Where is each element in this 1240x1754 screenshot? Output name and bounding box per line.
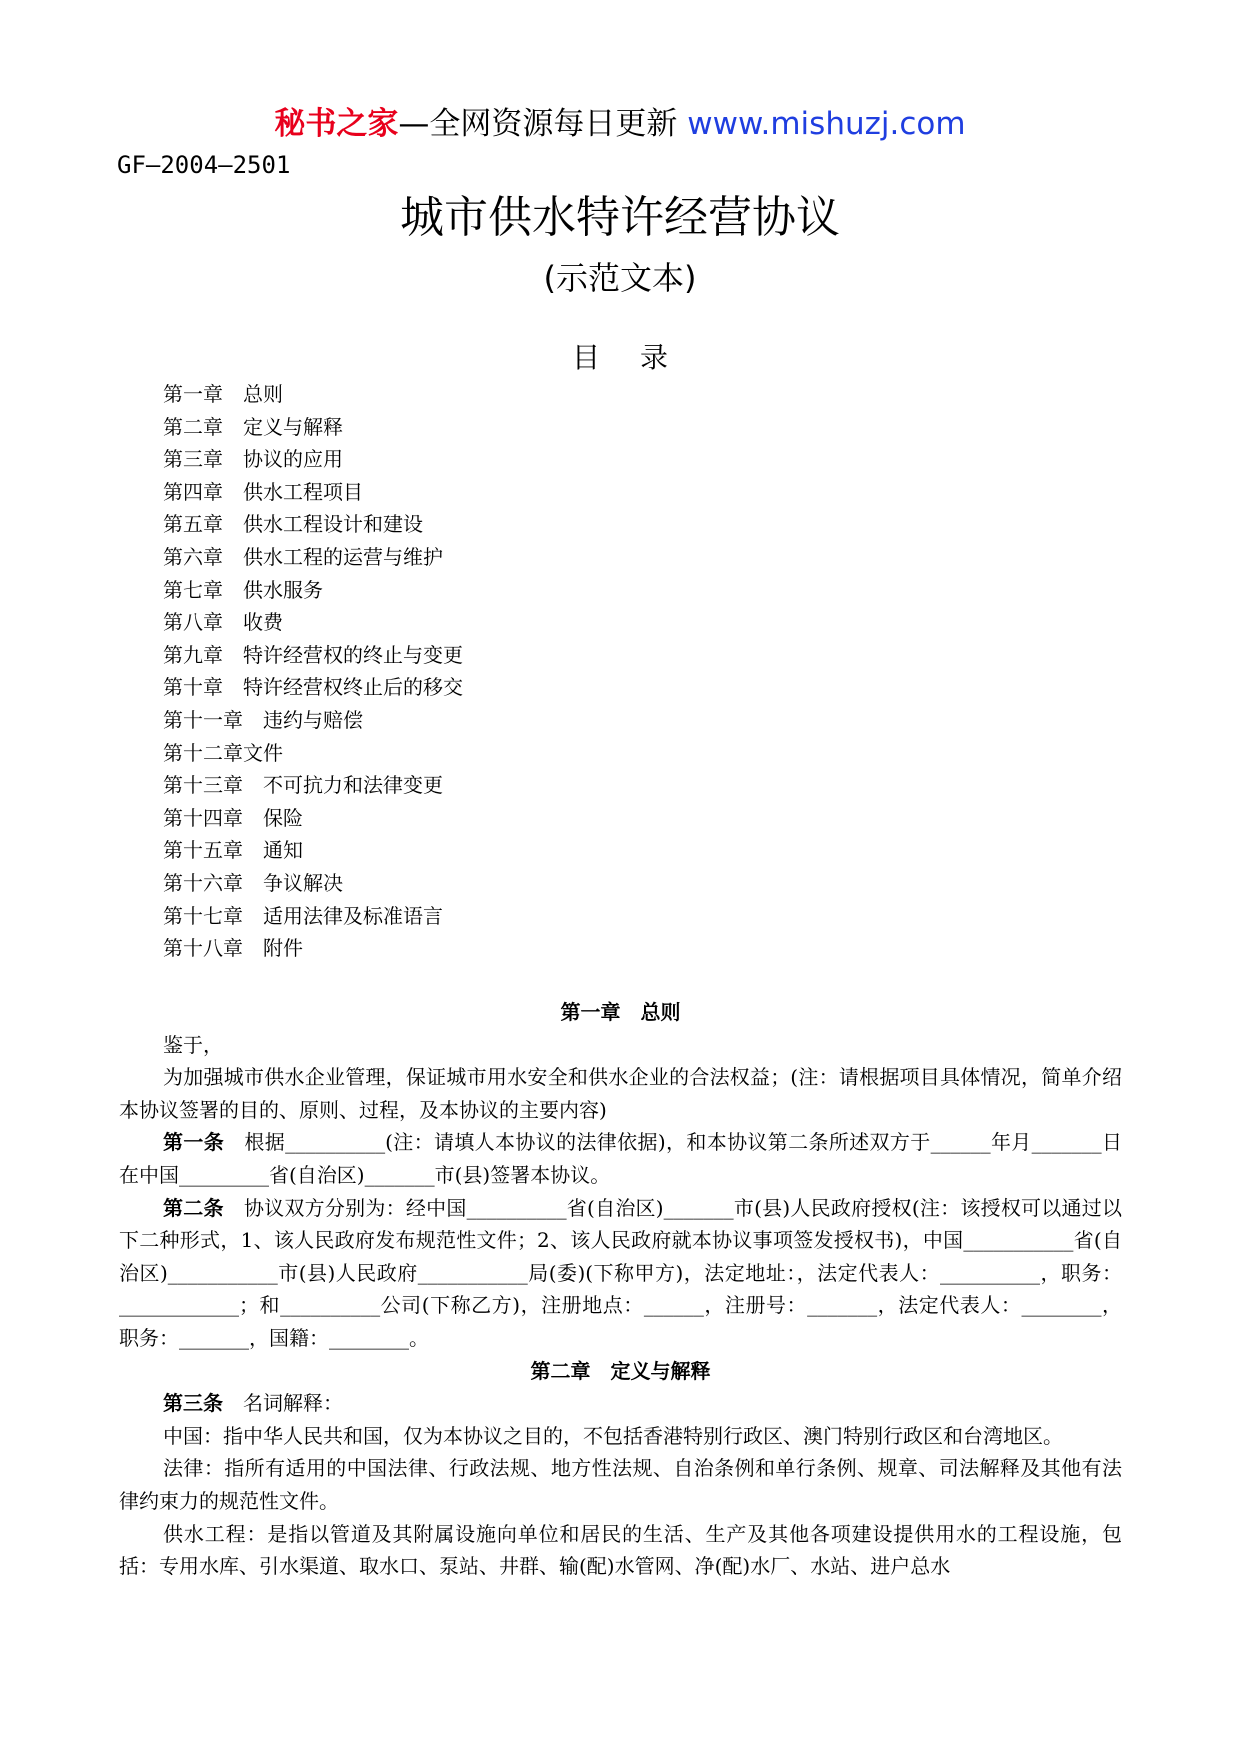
toc-item-separator: [223, 578, 243, 602]
toc-item-label: 供水服务: [243, 577, 323, 602]
toc-item-number: 第十五章: [163, 838, 243, 863]
article-1: [119, 1126, 1122, 1191]
toc-item-number: 第十四章: [163, 805, 243, 830]
toc-item-number: 第十三章: [163, 773, 243, 798]
toc-item-number: 第十七章: [163, 903, 243, 928]
toc-item-separator: [243, 773, 263, 797]
toc-item-number: 第三章: [163, 447, 223, 472]
toc-item: [163, 900, 463, 933]
chapter-2-heading: 第二章 定义与解释: [530, 1358, 711, 1383]
document-body: [119, 996, 1122, 1583]
toc-item: [163, 508, 463, 541]
toc-item: [163, 606, 463, 639]
toc-item-number: 第十一章: [163, 707, 243, 732]
toc-item: [163, 704, 463, 737]
toc-item-number: 第十二章: [163, 740, 243, 765]
toc-item: [163, 476, 463, 509]
toc-item-separator: [243, 806, 263, 830]
toc-item-separator: [223, 447, 243, 471]
toc-item-label: 争议解决: [263, 870, 343, 895]
toc-item-number: 第一章: [163, 382, 223, 406]
toc-item-separator: [223, 382, 243, 406]
article-2-text: 协议双方分别为：经中国__________省(自治区)_______市(县)人民政府授权(注：该授权可以通过以下二种形式，1、该人民政府发布规范性文件；2、该人民政府就本协议事项签发授权书)，中国___________省(自治区)___________市(县)人民政府___________局(委)(下称甲方)，法定地址：，法定代表人：__________，职务：____________；和__________公司(下称乙方)，注册地点：______，注册号：_______，法定代表人：________，职务：_______，国籍：________。: [119, 1195, 1123, 1350]
article-2: [119, 1192, 1122, 1355]
definition-law: 法律：指所有适用的中国法律、行政法规、地方性法规、自治条例和单行条例、规章、司法解释及其他有法律约束力的规范性文件。: [119, 1456, 1122, 1513]
document-subtitle: (示范文本): [543, 259, 697, 297]
toc-item: [163, 769, 463, 802]
document-code: GF—2004—2501: [117, 151, 291, 179]
toc-item-number: 第十八章: [163, 936, 243, 961]
toc-item-number: 第二章: [163, 414, 223, 439]
toc-item-label: 不可抗力和法律变更: [263, 773, 443, 798]
toc-item-label: 定义与解释: [243, 414, 343, 439]
toc-item-number: 第五章: [163, 512, 223, 537]
toc-item-label: 文件: [243, 740, 283, 765]
toc-item: [163, 834, 463, 867]
toc-item: [163, 378, 463, 411]
banner-slogan: —全网资源每日更新: [398, 106, 688, 142]
toc-item-separator: [243, 708, 263, 732]
whereas-clause: 鉴于，: [163, 1032, 223, 1057]
toc-item-label: 特许经营权的终止与变更: [243, 642, 463, 667]
table-of-contents: [163, 378, 463, 965]
toc-item-label: 收费: [243, 610, 283, 635]
toc-item-label: 供水工程设计和建设: [243, 512, 423, 537]
document-title: 城市供水特许经营协议: [400, 192, 840, 243]
banner-brand: 秘书之家: [274, 106, 399, 142]
toc-item: [163, 574, 463, 607]
toc-item-label: 通知: [263, 838, 303, 863]
toc-item-label: 适用法律及标准语言: [263, 903, 443, 928]
toc-item: [163, 443, 463, 476]
toc-item: [163, 867, 463, 900]
toc-item-separator: [223, 512, 243, 536]
toc-item-number: 第七章: [163, 577, 223, 602]
toc-item-separator: [243, 936, 263, 960]
toc-item: [163, 541, 463, 574]
toc-item-separator: [223, 610, 243, 634]
toc-heading: 目录: [571, 341, 708, 374]
article-3: [119, 1387, 1122, 1420]
toc-item-number: 第十六章: [163, 870, 243, 895]
toc-item: [163, 932, 463, 965]
toc-item-separator: [223, 675, 243, 699]
article-3-text: 名词解释：: [223, 1391, 343, 1416]
toc-item: [163, 411, 463, 444]
toc-item-label: 供水工程的运营与维护: [243, 544, 443, 569]
site-banner: [0, 104, 1240, 144]
toc-item-label: 保险: [263, 805, 303, 830]
definition-china: 中国：指中华人民共和国，仅为本协议之目的，不包括香港特别行政区、澳门特别行政区和台湾地区。: [163, 1423, 1063, 1448]
definition-water-works: 供水工程：是指以管道及其附属设施向单位和居民的生活、生产及其他各项建设提供用水的工程设施，包括：专用水库、引水渠道、取水口、泵站、井群、输(配)水管网、净(配)水厂、水站、进户总水: [119, 1521, 1122, 1579]
toc-item-number: 第十章: [163, 675, 223, 700]
toc-item-separator: [243, 871, 263, 895]
purpose-paragraph: 为加强城市供水企业管理，保证城市用水安全和供水企业的合法权益；(注：请根据项目具体情况，简单介绍本协议签署的目的、原则、过程，及本协议的主要内容): [119, 1065, 1122, 1122]
toc-item: [163, 671, 463, 704]
banner-url-link[interactable]: www.mishuzj.com: [687, 106, 966, 142]
toc-item-number: 第六章: [163, 544, 223, 569]
toc-item: [163, 737, 463, 770]
article-1-label: 第一条: [163, 1130, 225, 1155]
toc-item-label: 违约与赔偿: [263, 707, 363, 732]
toc-item: [163, 802, 463, 835]
toc-item-number: 第四章: [163, 479, 223, 504]
toc-item-separator: [223, 415, 243, 439]
toc-item: [163, 639, 463, 672]
toc-item-label: 特许经营权终止后的移交: [243, 675, 463, 700]
article-3-label: 第三条: [163, 1391, 223, 1416]
toc-item-label: 供水工程项目: [243, 479, 363, 504]
toc-item-number: 第八章: [163, 610, 223, 635]
toc-item-separator: [243, 838, 263, 862]
article-2-label: 第二条: [163, 1195, 224, 1220]
toc-item-separator: [243, 904, 263, 928]
toc-item-separator: [223, 545, 243, 569]
toc-item-label: 附件: [263, 936, 303, 961]
toc-item-separator: [223, 643, 243, 667]
toc-item-separator: [223, 480, 243, 504]
toc-item-number: 第九章: [163, 642, 223, 667]
toc-item-label: 总则: [243, 382, 283, 406]
chapter-1-heading: 第一章 总则: [560, 1000, 681, 1024]
article-1-text: 根据__________(注：请填人本协议的法律依据)，和本协议第二条所述双方于______年月_______日在中国_________省(自治区)_______市(县)签署本协议。: [119, 1130, 1123, 1187]
toc-item-label: 协议的应用: [243, 447, 343, 472]
